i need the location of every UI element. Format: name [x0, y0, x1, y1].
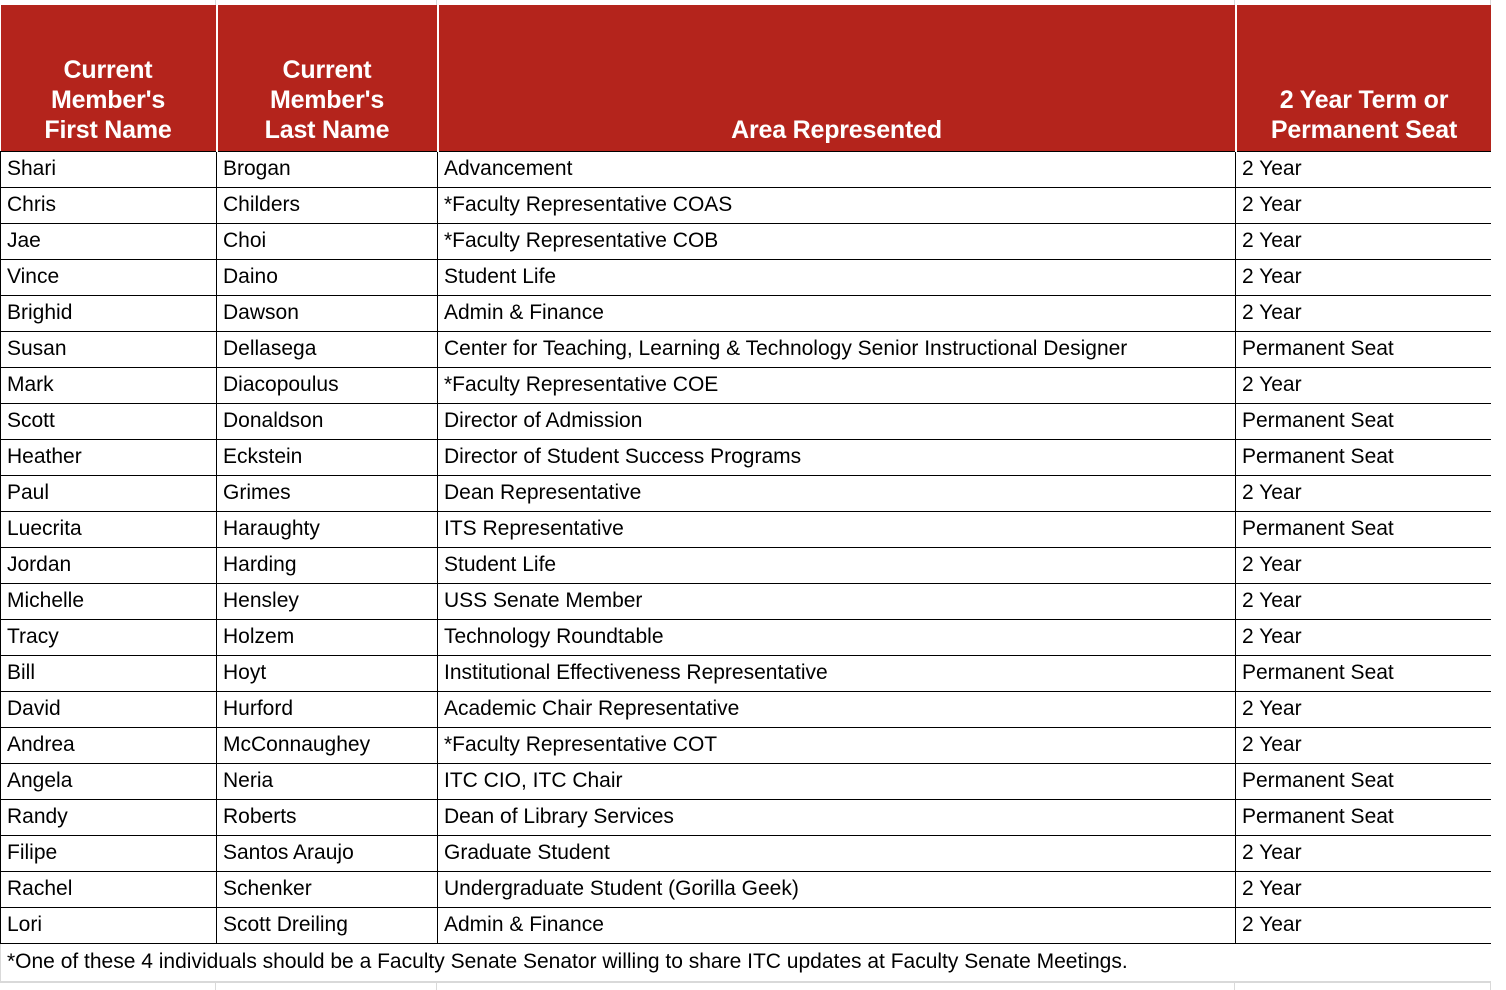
cell-last-name[interactable]: Childers — [217, 187, 438, 223]
bottom-gridline-gutter — [0, 982, 1506, 990]
cell-last-name[interactable]: Daino — [217, 259, 438, 295]
table-row[interactable] — [1, 439, 1492, 475]
cell-term-type[interactable]: 2 Year — [1236, 727, 1492, 763]
cell-first-name[interactable]: Jae — [1, 223, 217, 259]
cell-term-type[interactable]: 2 Year — [1236, 547, 1492, 583]
cell-last-name[interactable]: Hurford — [217, 691, 438, 727]
table-row[interactable] — [1, 259, 1492, 295]
cell-area-represented[interactable]: USS Senate Member — [438, 583, 1236, 619]
cell-first-name[interactable]: Andrea — [1, 727, 217, 763]
cell-last-name[interactable]: Hoyt — [217, 655, 438, 691]
table-row[interactable] — [1, 691, 1492, 727]
cell-first-name[interactable]: Luecrita — [1, 511, 217, 547]
cell-last-name[interactable]: Diacopoulus — [217, 367, 438, 403]
table-row[interactable] — [1, 835, 1492, 871]
table-row[interactable] — [1, 619, 1492, 655]
itc-membership-table — [0, 5, 1492, 982]
header-line-1: Current — [63, 55, 153, 84]
cell-first-name[interactable]: Jordan — [1, 547, 217, 583]
cell-area-represented[interactable]: Director of Admission — [438, 403, 1236, 439]
cell-first-name[interactable]: Angela — [1, 763, 217, 799]
header-line-1: Current — [282, 55, 372, 84]
cell-term-type[interactable]: 2 Year — [1236, 151, 1492, 187]
cell-term-type[interactable]: 2 Year — [1236, 871, 1492, 907]
cell-first-name[interactable]: Michelle — [1, 583, 217, 619]
table-row[interactable] — [1, 295, 1492, 331]
cell-term-type[interactable]: Permanent Seat — [1236, 439, 1492, 475]
table-row[interactable] — [1, 151, 1492, 187]
cell-last-name[interactable]: Holzem — [217, 619, 438, 655]
cell-area-represented[interactable]: Admin & Finance — [438, 907, 1236, 943]
cell-term-type[interactable]: 2 Year — [1236, 619, 1492, 655]
cell-last-name[interactable]: Haraughty — [217, 511, 438, 547]
cell-first-name[interactable]: Rachel — [1, 871, 217, 907]
cell-area-represented[interactable]: *Faculty Representative COB — [438, 223, 1236, 259]
table-row[interactable] — [1, 331, 1492, 367]
cell-first-name[interactable]: Paul — [1, 475, 217, 511]
cell-area-represented[interactable]: Undergraduate Student (Gorilla Geek) — [438, 871, 1236, 907]
cell-first-name[interactable]: Susan — [1, 331, 217, 367]
right-blank-margin — [1491, 0, 1506, 990]
cell-first-name[interactable]: Randy — [1, 799, 217, 835]
column-header-first-name[interactable] — [1, 5, 217, 151]
table-row[interactable] — [1, 799, 1492, 835]
cell-first-name[interactable]: Shari — [1, 151, 217, 187]
cell-term-type[interactable]: 2 Year — [1236, 583, 1492, 619]
table-row[interactable] — [1, 187, 1492, 223]
cell-first-name[interactable]: Mark — [1, 367, 217, 403]
cell-term-type[interactable]: Permanent Seat — [1236, 403, 1492, 439]
column-header-last-name[interactable] — [217, 5, 438, 151]
cell-last-name[interactable]: Donaldson — [217, 403, 438, 439]
cell-first-name[interactable]: Brighid — [1, 295, 217, 331]
table-row[interactable] — [1, 727, 1492, 763]
cell-term-type[interactable]: 2 Year — [1236, 223, 1492, 259]
cell-term-type[interactable]: Permanent Seat — [1236, 763, 1492, 799]
cell-term-type[interactable]: 2 Year — [1236, 691, 1492, 727]
header-line-1: 2 Year Term or — [1279, 85, 1449, 114]
cell-first-name[interactable]: Chris — [1, 187, 217, 223]
cell-first-name[interactable]: Heather — [1, 439, 217, 475]
header-line-2: Member's — [269, 85, 385, 114]
footnote-row — [1, 943, 1492, 981]
cell-area-represented[interactable]: ITC CIO, ITC Chair — [438, 763, 1236, 799]
cell-area-represented[interactable]: Student Life — [438, 259, 1236, 295]
header-line-1: Area Represented — [731, 115, 942, 144]
cell-term-type[interactable]: Permanent Seat — [1236, 511, 1492, 547]
cell-last-name[interactable]: Neria — [217, 763, 438, 799]
cell-area-represented[interactable]: Academic Chair Representative — [438, 691, 1236, 727]
column-header-term-type[interactable] — [1236, 5, 1492, 151]
cell-first-name[interactable]: Scott — [1, 403, 217, 439]
cell-last-name[interactable]: Hensley — [217, 583, 438, 619]
cell-area-represented[interactable]: Dean of Library Services — [438, 799, 1236, 835]
header-line-3: First Name — [44, 115, 172, 144]
cell-term-type[interactable]: 2 Year — [1236, 907, 1492, 943]
table-row[interactable] — [1, 583, 1492, 619]
cell-last-name[interactable]: Scott Dreiling — [217, 907, 438, 943]
cell-term-type[interactable]: Permanent Seat — [1236, 655, 1492, 691]
table-row[interactable] — [1, 367, 1492, 403]
cell-first-name[interactable]: David — [1, 691, 217, 727]
header-line-2: Member's — [50, 85, 166, 114]
cell-area-represented[interactable]: Student Life — [438, 547, 1236, 583]
header-row — [1, 5, 1492, 151]
cell-last-name[interactable]: Schenker — [217, 871, 438, 907]
cell-term-type[interactable]: 2 Year — [1236, 187, 1492, 223]
cell-area-represented[interactable]: *Faculty Representative COAS — [438, 187, 1236, 223]
cell-first-name[interactable]: Tracy — [1, 619, 217, 655]
cell-last-name[interactable]: Dawson — [217, 295, 438, 331]
cell-last-name[interactable]: Grimes — [217, 475, 438, 511]
table-body — [1, 151, 1492, 981]
cell-area-represented[interactable]: Institutional Effectiveness Representative — [438, 655, 1236, 691]
cell-term-type[interactable]: 2 Year — [1236, 475, 1492, 511]
cell-term-type[interactable]: Permanent Seat — [1236, 331, 1492, 367]
cell-area-represented[interactable]: ITS Representative — [438, 511, 1236, 547]
table-row[interactable] — [1, 403, 1492, 439]
cell-last-name[interactable]: Santos Araujo — [217, 835, 438, 871]
cell-last-name[interactable]: Brogan — [217, 151, 438, 187]
cell-area-represented[interactable]: *Faculty Representative COE — [438, 367, 1236, 403]
cell-last-name[interactable]: Eckstein — [217, 439, 438, 475]
cell-area-represented[interactable]: Admin & Finance — [438, 295, 1236, 331]
cell-last-name[interactable]: Roberts — [217, 799, 438, 835]
footnote-text: *One of these 4 individuals should be a Faculty Senate Senator willing to share ITC updates at Faculty Senate Meetings. — [1, 943, 1492, 981]
table-row[interactable] — [1, 763, 1492, 799]
cell-term-type[interactable]: Permanent Seat — [1236, 799, 1492, 835]
cell-area-represented[interactable]: *Faculty Representative COT — [438, 727, 1236, 763]
table-row[interactable] — [1, 655, 1492, 691]
cell-first-name[interactable]: Bill — [1, 655, 217, 691]
cell-last-name[interactable]: Dellasega — [217, 331, 438, 367]
cell-area-represented[interactable]: Graduate Student — [438, 835, 1236, 871]
cell-area-represented[interactable]: Center for Teaching, Learning & Technology Senior Instructional Designer — [438, 331, 1236, 367]
table-row[interactable] — [1, 511, 1492, 547]
table-row[interactable] — [1, 907, 1492, 943]
column-header-area-represented[interactable] — [438, 5, 1236, 151]
cell-first-name[interactable]: Vince — [1, 259, 217, 295]
table-row[interactable] — [1, 223, 1492, 259]
cell-last-name[interactable]: Choi — [217, 223, 438, 259]
cell-area-represented[interactable]: Advancement — [438, 151, 1236, 187]
cell-last-name[interactable]: McConnaughey — [217, 727, 438, 763]
cell-area-represented[interactable]: Director of Student Success Programs — [438, 439, 1236, 475]
cell-term-type[interactable]: 2 Year — [1236, 295, 1492, 331]
cell-first-name[interactable]: Filipe — [1, 835, 217, 871]
header-line-2: Permanent Seat — [1270, 115, 1458, 144]
cell-first-name[interactable]: Lori — [1, 907, 217, 943]
cell-area-represented[interactable]: Dean Representative — [438, 475, 1236, 511]
cell-term-type[interactable]: 2 Year — [1236, 259, 1492, 295]
table-header — [1, 5, 1492, 151]
table-row[interactable] — [1, 871, 1492, 907]
table-row[interactable] — [1, 475, 1492, 511]
cell-last-name[interactable]: Harding — [217, 547, 438, 583]
cell-term-type[interactable]: 2 Year — [1236, 367, 1492, 403]
cell-area-represented[interactable]: Technology Roundtable — [438, 619, 1236, 655]
table-row[interactable] — [1, 547, 1492, 583]
header-line-3: Last Name — [264, 115, 390, 144]
cell-term-type[interactable]: 2 Year — [1236, 835, 1492, 871]
